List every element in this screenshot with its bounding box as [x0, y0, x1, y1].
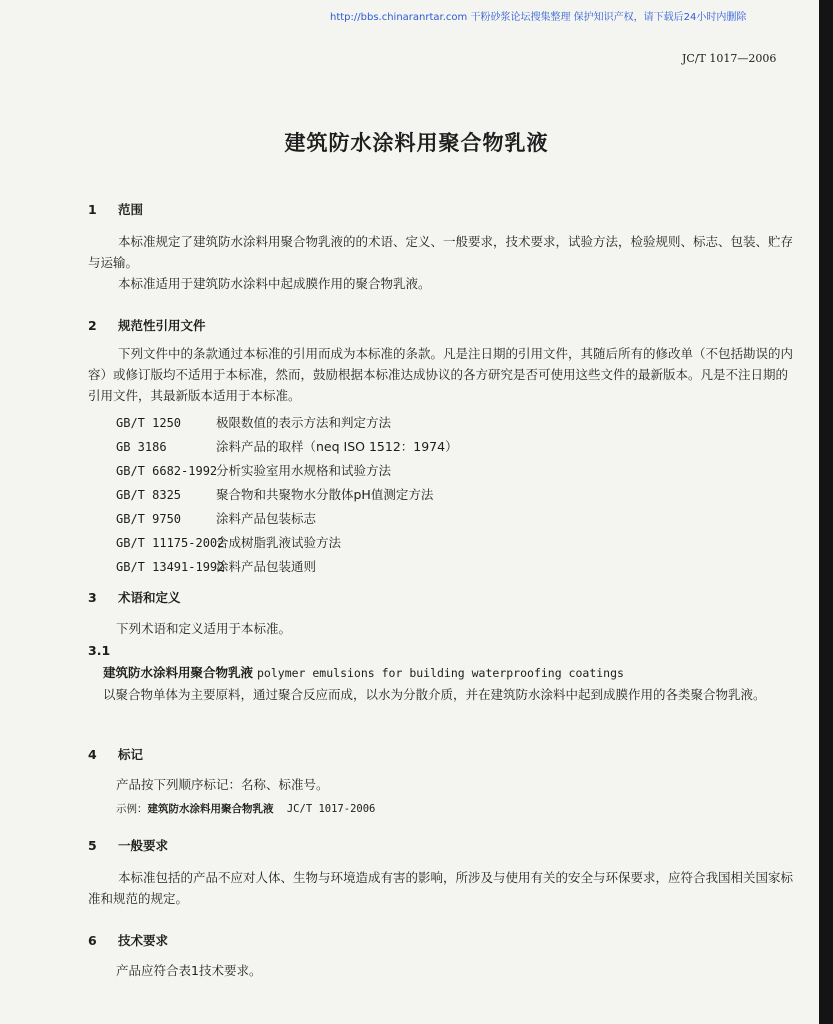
section-1-heading — [88, 200, 143, 218]
term-chinese: 建筑防水涂料用聚合物乳液 — [103, 665, 254, 680]
section-4-para-1: 产品按下列顺序标记：名称、标准号。 — [116, 777, 329, 792]
section-number: 5 — [88, 838, 97, 853]
section-1-para-2: 本标准适用于建筑防水涂料中起成膜作用的聚合物乳液。 — [118, 276, 431, 291]
term-english: polymer emulsions for building waterproofing coatings — [257, 666, 624, 680]
section-2-heading — [88, 316, 206, 334]
section-number: 1 — [88, 202, 97, 217]
section-number: 2 — [88, 318, 97, 333]
section-number: 6 — [88, 933, 97, 948]
section-title: 术语和定义 — [118, 590, 181, 605]
reference-item: GB/T 13491-1992涂料产品包装通则 — [116, 559, 317, 574]
section-4-heading — [88, 745, 143, 763]
section-title: 标记 — [118, 747, 144, 762]
example-name: 建筑防水涂料用聚合物乳液 — [147, 803, 274, 815]
document-title: 建筑防水涂料用聚合物乳液 — [284, 131, 549, 155]
marking-example — [116, 799, 375, 820]
section-title: 技术要求 — [118, 933, 169, 948]
standard-number: JC/T 1017—2006 — [682, 52, 777, 65]
section-number: 4 — [88, 747, 97, 762]
section-title: 范围 — [118, 202, 144, 217]
section-3-intro: 下列术语和定义适用于本标准。 — [116, 621, 292, 636]
reference-item: GB/T 11175-2002合成树脂乳液试验方法 — [116, 535, 342, 550]
section-1-para-1: 本标准规定了建筑防水涂料用聚合物乳液的的术语、定义、一般要求，技术要求，试验方法，检验规则、标志、包装、贮存与运输。 — [88, 234, 794, 270]
section-6-heading — [88, 931, 168, 949]
example-label: 示例： — [116, 803, 148, 815]
reference-item: GB/T 9750 涂料产品包装标志 — [116, 511, 317, 526]
example-standard: JC/T 1017-2006 — [286, 803, 376, 815]
section-5-heading — [88, 836, 168, 854]
reference-item: GB/T 6682-1992分析实验室用水规格和试验方法 — [116, 463, 392, 478]
watermark: http://bbs.chinaranrtar.com 干粉砂浆论坛搜集整理 保护知识产权，请下载后24小时内删除 — [330, 12, 747, 23]
section-3-heading — [88, 588, 181, 606]
term-line — [103, 662, 624, 684]
section-number: 3 — [88, 590, 97, 605]
section-title: 规范性引用文件 — [118, 318, 206, 333]
reference-item: GB/T 1250 极限数值的表示方法和判定方法 — [116, 415, 392, 430]
subsection-number: 3.1 — [88, 643, 111, 658]
section-2-para-1: 下列文件中的条款通过本标准的引用而成为本标准的条款。凡是注日期的引用文件，其随后所有的修改单（不包括勘误的内容）或修订版均不适用于本标准，然而，鼓励根据本标准达成协议的各方研究是否可使用这些文件的最新版本。凡是不注日期的引用文件，其最新版本适用于本标准。 — [88, 346, 794, 403]
section-5-para-1: 本标准包括的产品不应对人体、生物与环境造成有害的影响，所涉及与使用有关的安全与环保要求，应符合我国相关国家标准和规范的规定。 — [88, 870, 794, 906]
term-definition: 以聚合物单体为主要原料，通过聚合反应而成，以水为分散介质，并在建筑防水涂料中起到成膜作用的各类聚合物乳液。 — [103, 687, 766, 702]
section-title: 一般要求 — [118, 838, 169, 853]
reference-item: GB/T 8325 聚合物和共聚物水分散体pH值测定方法 — [116, 487, 434, 502]
section-6-para-1: 产品应符合表1技术要求。 — [116, 963, 262, 978]
reference-item: GB 3186 涂料产品的取样（neq ISO 1512：1974） — [116, 439, 458, 454]
